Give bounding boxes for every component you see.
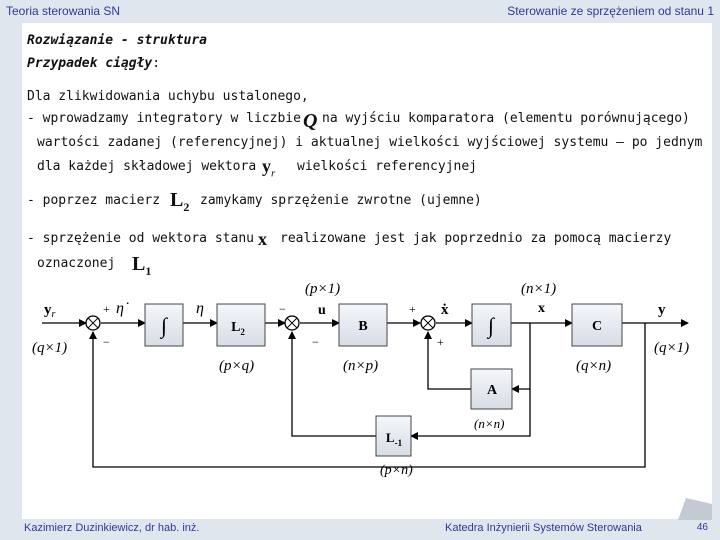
dim-nn: (n×n) [474, 416, 505, 431]
text-line-1: Dla zlikwidowania uchybu ustalonego, [27, 89, 309, 104]
slide-title: Rozwiązanie - struktura [27, 33, 208, 48]
header-right: Sterowanie ze sprzężeniem od stanu 1 [507, 4, 714, 18]
signal-x-dot: ẋ [441, 302, 449, 318]
dim-q1-left: (q×1) [32, 340, 68, 356]
junction-2-minus-top: − [279, 302, 286, 316]
junction-1-minus: − [103, 335, 110, 349]
text-line-3: wartości zadanej (referencyjnej) i aktualnej wielkości wyjściowej systemu – po jednym [37, 135, 703, 150]
text-line-2a: - wprowadzamy integratory w liczbie [27, 111, 301, 126]
slide-subtitle: Przypadek ciągły: [27, 56, 161, 71]
dim-n1: (n×1) [521, 281, 557, 297]
symbol-l2: $L_2$ [170, 189, 190, 214]
page-curl-decoration [678, 498, 712, 520]
signal-u: u [318, 303, 326, 318]
block-c-label: C [591, 319, 603, 334]
signal-eta-dot: η̇ [116, 300, 124, 317]
gain-block-l2 [217, 304, 265, 346]
symbol-q: Q [303, 110, 318, 132]
signal-yr: $y_r$ [44, 302, 56, 320]
text-line-6a: - sprzężenie od wektora stanu [27, 231, 254, 246]
junction-3-plus-bottom: + [437, 335, 444, 349]
text-line-5b: zamykamy sprzężenie zwrotne (ujemne) [200, 193, 482, 208]
symbol-yr: $y_r$ [262, 156, 276, 180]
integrator-symbol-1: ∫ [160, 313, 168, 338]
dim-np: (n×p) [343, 358, 379, 374]
block-a-label: A [486, 383, 498, 398]
page-number: 46 [696, 522, 708, 533]
footer-author: Kazimierz Duzinkiewicz, dr hab. inż. [24, 522, 200, 534]
signal-x: x [538, 301, 545, 316]
dim-p1: (p×1) [305, 281, 341, 297]
header-left: Teoria sterowania SN [6, 4, 121, 18]
signal-y: y [658, 302, 666, 318]
block-b-label: B [358, 319, 368, 334]
text-line-6b: realizowane jest jak poprzednio za pomocą macierzy [280, 231, 672, 246]
text-line-2b: na wyjściu komparatora (elementu porównującego) [322, 111, 690, 126]
signal-eta: η [196, 300, 204, 317]
junction-2-minus-bottom: − [312, 335, 319, 349]
text-line-4a: dla każdej składowej wektora [37, 159, 257, 174]
dim-qn: (q×n) [576, 358, 612, 374]
junction-1-plus: + [103, 302, 110, 316]
integrator-symbol-2: ∫ [487, 313, 495, 338]
text-line-5a: - poprzez macierz [27, 193, 161, 208]
footer-department: Katedra Inżynierii Systemów Sterowania [445, 522, 642, 534]
text-line-7a: oznaczonej [37, 256, 116, 271]
dim-q1-right: (q×1) [654, 340, 690, 356]
dim-pq: (p×q) [219, 358, 255, 374]
text-line-4b: wielkości referencyjnej [297, 159, 478, 174]
block-l1-label: $L_{-1}$ [385, 430, 403, 448]
block-l2-label: $L_2$ [231, 320, 245, 337]
dim-pn: (p×n) [380, 463, 413, 478]
symbol-x: x [258, 229, 267, 249]
junction-3-plus-left: + [409, 302, 416, 316]
symbol-l1: $L_1$ [132, 253, 152, 278]
